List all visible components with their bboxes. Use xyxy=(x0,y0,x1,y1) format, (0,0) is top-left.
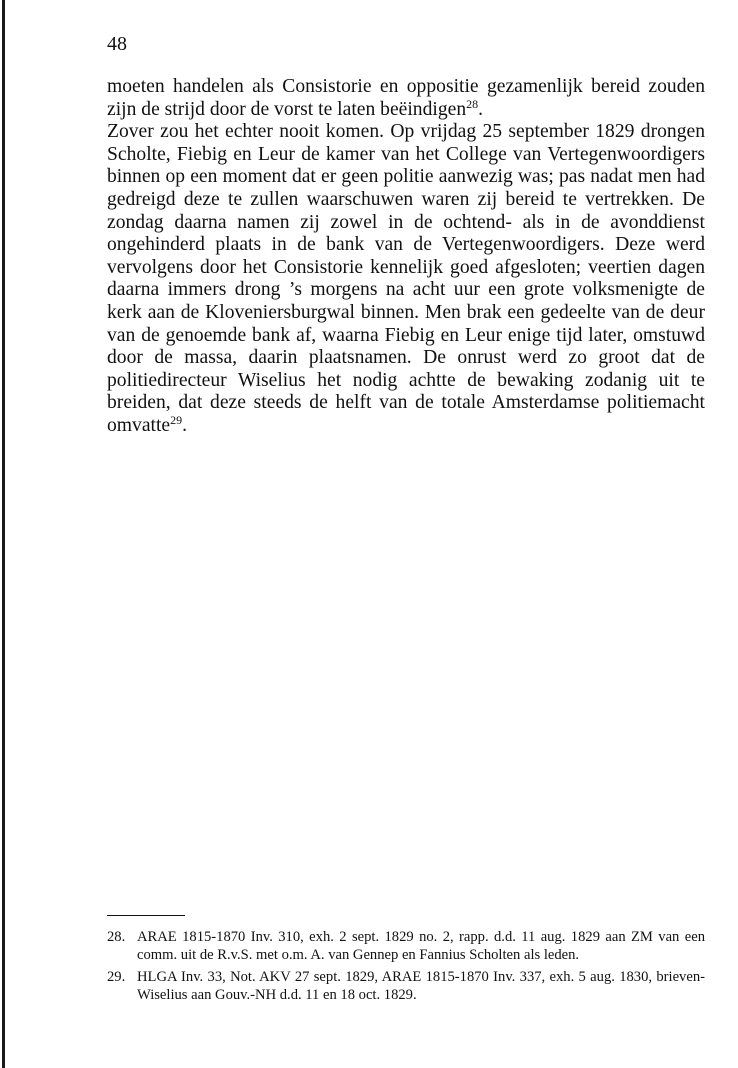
footnote xyxy=(107,928,705,964)
footnote-text: HLGA Inv. 33, Not. AKV 27 sept. 1829, ARAE 1815-1870 Inv. 337, exh. 5 aug. 1830, brieven-Wiselius aan Gouv.-NH d.d. 11 en 18 oct. 1829. xyxy=(137,969,705,1003)
footnote-reference[interactable]: 28 xyxy=(466,96,479,111)
paragraph-text: Zover zou het echter nooit komen. Op vrijdag 25 september 1829 drongen Scholte, Fiebig en Leur de kamer van het College van Vertegenwoordigers binnen op een moment dat er geen politie aanwezig was; pas nadat men had gedreigd deze te zullen waarschuwen waren zij bereid te vertrekken. De zondag daarna namen zij zowel in de ochtend- als in de avonddienst ongehinderd plaats in de bank van de Vertegenwoordigers. Deze werd vervolgens door het Consistorie kennelijk goed afgesloten; veertien dagen daarna immers drong ’s morgens na acht uur een grote volksmenigte de kerk aan de Kloveniersburgwal binnen. Men brak een gedeelte van de deur van de genoemde bank af, waarna Fiebig en Leur enige tijd later, omstuwd door de massa, daarin plaatsnamen. De onrust werd zo groot dat de politiedirecteur Wiselius het nodig achtte de bewaking zodanig uit te breiden, dat deze steeds de helft van de totale Amsterdamse politiemacht omvatte xyxy=(107,121,705,436)
paragraph-text: moeten handelen als Consistorie en oppositie gezamenlijk bereid zouden zijn de strijd door de vorst te laten beëindigen xyxy=(107,76,705,120)
page-number: 48 xyxy=(107,33,127,55)
scan-left-edge-rule xyxy=(2,0,5,1068)
footnote-number: 29. xyxy=(107,969,126,985)
paragraph-end: . xyxy=(182,414,188,436)
paragraph xyxy=(107,121,705,437)
paragraph-end: . xyxy=(478,98,484,120)
body-text xyxy=(107,76,705,438)
footnotes xyxy=(107,928,705,1008)
footnote-divider xyxy=(107,915,185,916)
footnote-text: ARAE 1815-1870 Inv. 310, exh. 2 sept. 1829 no. 2, rapp. d.d. 11 aug. 1829 aan ZM van een comm. uit de R.v.S. met o.m. A. van Gennep en Fannius Scholten als leden. xyxy=(137,929,705,963)
footnote xyxy=(107,968,705,1004)
footnote-number: 28. xyxy=(107,929,126,945)
paragraph xyxy=(107,76,705,121)
footnote-reference[interactable]: 29 xyxy=(170,412,183,427)
